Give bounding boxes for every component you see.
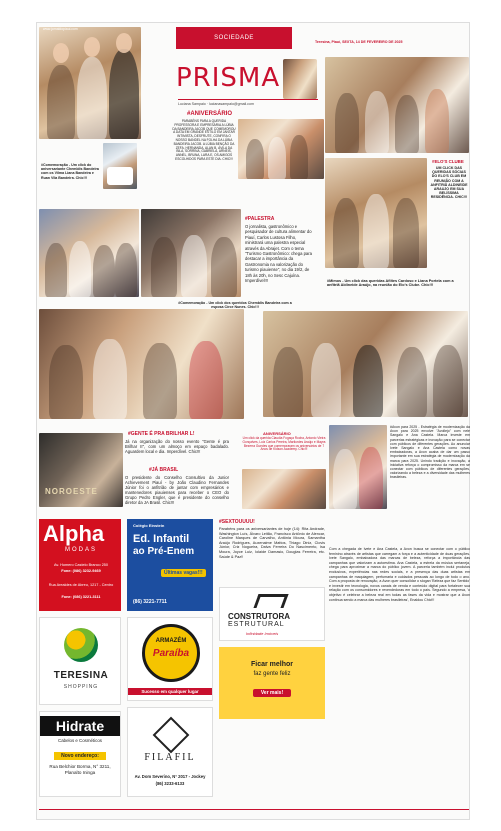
armazem-sub: Paraíba: [152, 648, 190, 659]
ad-alpha-modas[interactable]: [39, 519, 121, 611]
ja-text: O presidente do Conselho Consultivo da Junior Achievement Piauí - by João Claudino Fernandes Júnior foi o anfitrião de jantar com empresários e mantenedores piauienses para receber o CEO do Grupo Pedro Engler, que é presidente do conselho diretor da JA Brasil. Chic!!!: [125, 475, 229, 505]
teresina-sub: SHOPPING: [63, 684, 99, 690]
armazem-footer: Sucesso em qualquer lugar: [128, 688, 212, 695]
alpha-phone-1: Fone: (086) 3232-9469: [61, 569, 101, 573]
photo-palestra-left: [39, 209, 139, 297]
section-header: [176, 27, 292, 49]
construtora-logo-icon: [253, 594, 288, 608]
ad-construtora[interactable]: [219, 587, 325, 641]
photo-aniversario-2: [242, 469, 326, 509]
elos-text: UM CLICK DAS QUERIDAS SÓCIAS DO ELO'S CLUB EM REUNIÃO COM A ANFITRIÃ ALDINEIDE ARAUJO EM SUA BELÍSSIMA RESIDÊNCIA. CHIC!!!: [430, 166, 468, 200]
construtora-tag: Infinidade Imóveis: [246, 631, 279, 636]
hidrate-address: Rua Belchior Borma, N° 3211, Planalto Ininga: [49, 764, 111, 775]
alpha-sub: MODAS: [65, 547, 98, 553]
alpha-address-1: Av. Homero Castelo Branco 250: [53, 563, 109, 567]
site-url: www.jornaldopiaui.com: [43, 27, 78, 31]
photo-party-right: [263, 311, 468, 417]
photo-party-left: [39, 309, 244, 419]
sextouuu-title: #SEXTOUUUU!: [219, 519, 255, 525]
palestra-title: #PALESTRA: [245, 216, 275, 222]
photo-elos-club-2: [325, 158, 427, 268]
aniversario2-text: Um click da querida Claudia Fogaça Rocha, Antonio Vieira Gonçalves, Luiz Carlos Pereira, Marilurdes Araújo e Mayra Bezerra Guedes que comemoraram os aniversários de 7 Anos de Kidson Academy. Chic!!!: [242, 436, 326, 452]
filafil-address: Av. Dom Severino, N° 2017 - Jockey: [134, 774, 206, 779]
rosa-line-3: Ver mais!: [253, 689, 291, 697]
construtora-sub: ESTRUTURAL: [228, 621, 285, 628]
ja-title: #JÁ BRASIL: [149, 467, 179, 473]
sextouuu-text: Parabéns para os aniversariantes de hoje (14): Rita Andrade, Washington Luís, Álvaro Leitão, Francisco Antônio de Alencar, Caroline Marques de Carvalho, Antônia Moura, Samantha Araújo Rodrigues, Auxenaime Mattos, Thiago Diniz, Clovis Júnior, Criz Nogueira, Dalva Ferreira Do Nascimento, Isa Moura, Joyce Luiz, Iolaide Damasio, Douglas Ferreira, etc. Saúde & Paz!!: [219, 527, 325, 559]
avon-text-2: Com a chegada de Ivete e Ana Castela, a Avon busca se conectar com o público feminino através de artistas que carregam a força e a autenticidade de duas gerações. Ivete Sangalo, embaixadora das marcas de beleza, reforça a importância das campanhas que valorizam a autoestima. Ana Castela, a estrela da música sertaneja, chega para aproximar a marca do público jovem. A parceria também inclui produtos exclusivos, experiências nas redes sociais, e a presença das duas artistas em campanhas de maquiagem, perfumaria e cuidados pessoais ao longo de todo o ano. Com a proposta de renovação, a Avon quer consolidar o slogan 'Beleza que faz Sentido' e investir em tecnologia, novos canais de venda e conteúdo digital para fortalecer sua relação com os consumidores e revendedoras em todo o país. Segundo a empresa, 'o objetivo é celebrar a beleza real em todas as fases da vida e mostrar que a Avon continua sendo a marca das mulheres brasileiras', Enaldou Chic!!!: [329, 547, 470, 602]
column-title: PRISMA: [176, 63, 281, 93]
photo-cake: [103, 143, 137, 189]
aniversario-text: PARABÉNS PARA A QUERIDA PROFESSORA E EMPRESÁRIA A LÚBIA DA BANDEIRA JACOB QUE COMEMOROU A DATA EM GRANDE ESTILO EM JANTAR INTIMISTA, DESFRUTE, CONFIRA O NOSSO BANDEL NA FOLHA DA LÚBIA BANDEIRA JACOB. A LÚBIA BENÇÃO DA ZEFA, HERNANDA, ALAN B, ÁVILA DA BILA, SORRINA, GABRIELA, ARNEIS, ANNEL, BRUNA, LARA E, OS AMIGOS ESCOLHIDOS PARA ESTE DIA. CHIC!!!: [172, 119, 236, 161]
aniversario-title: #ANIVERSÁRIO: [187, 111, 233, 117]
filafil-phone: (86) 3233-6133: [155, 781, 185, 786]
rosa-line-2: faz gente feliz: [253, 671, 291, 677]
photo-aniversariante-group: [39, 27, 141, 139]
palestra-text: O jornalista, gastronômico e pesquisador de cultura alimentar do Piauí, Carlos Lustosa Filho, ministrará uma palestra especial através da Abrajet. Com o tema "Turismo Gastronômico: chega para destacar a importância da Gastronomia na valorização do turismo piauiense", no dia 19/2, de 18h às 20h, no Sesc Cajuína. Imperdível!!!: [245, 224, 312, 284]
filafil-name: FILAFIL: [144, 752, 196, 763]
filafil-logo-icon: [153, 717, 190, 754]
hidrate-sub: Cabelos e Cosméticos: [58, 738, 102, 743]
ad-teresina-shopping[interactable]: [39, 617, 121, 705]
caption-comemoracao-2: #Comemoração - Um click dos queridos Chemblis Bandeira com a esposa Círce Nunes. Chic!!!: [178, 301, 292, 310]
teresina-logo-icon: [64, 628, 98, 662]
avon-text: #Avon para 2025 - Estratégia de modernização da Avon para 2025 envolve "Avollejo" com nele Sangalo e Ana Castela. Marca investe em parcerias estratégicas e inovação para se conectar com públicos de diferentes gerações. Ao anunciar Ivete Sangalo e Ana Castela como novas embaixadoras, a Avon acaba de dar um passo importante em sua estratégia de modernização da marca para 2025. Unindo tradição e inovação, a iniciativa reforça o compromisso da marca em se conectar com públicos de diferentes gerações, valorizando a beleza e a diversidade das mulheres brasileiras.: [390, 425, 470, 480]
elos-title: #ELO'S CLUBE: [432, 159, 464, 164]
column-byline: Luciana Sampaio · lucianasampaio@gmail.com: [178, 99, 318, 106]
photo-aniversario: [238, 119, 324, 179]
ad-filafil[interactable]: [127, 707, 213, 797]
hidrate-badge: Novo endereço:: [54, 752, 106, 760]
footer-rule: [39, 809, 469, 810]
noroeste-label: NOROESTE: [45, 487, 98, 496]
newspaper-sheet: [36, 22, 470, 820]
photo-avon: [329, 425, 387, 509]
section-label: SOCIEDADE: [214, 35, 254, 41]
edition-date: Teresina, Piauí, SEXTA, 14 DE FEVEREIRO DE 2025: [315, 40, 403, 44]
caption-comemoracao-1: #Comemoração - Um click do aniversariante Chemblis Bandeira com os Vilma Liana Bandeira e Ruan Vila Bandeira. Chic!!!: [41, 163, 99, 180]
colegio-brand: Colégio Einstein: [133, 523, 165, 528]
gente-title: #GENTE É PRA BRILHAR L!: [128, 431, 195, 437]
construtora-name: CONSTRUTORA: [228, 612, 291, 621]
ad-hidrate[interactable]: [39, 711, 121, 797]
colegio-line-2: ao Pré-Enem: [133, 546, 195, 557]
photo-elos-club-group: [325, 57, 469, 153]
hidrate-name: Hidrate: [40, 716, 120, 736]
alpha-address-2: Rua Arealdes de Abreu, 1217 - Centro: [48, 583, 114, 587]
ad-rosa-promo[interactable]: [219, 647, 325, 719]
alpha-phone-2: Fone: (086) 3221-3111: [61, 595, 101, 599]
colegio-line-1: Ed. Infantil: [133, 533, 190, 545]
aniversario2-title: ANIVERSÁRIO: [263, 431, 291, 436]
teresina-name: TERESINA: [53, 670, 109, 681]
alpha-logo: Alpha: [43, 521, 105, 546]
gente-text: Já na organização do nosso evento "Gente é pra Brilhar II", com um almoço em espaço badalado. Aguardem local e dia. Imperdível. Chic!!!: [125, 439, 229, 454]
ad-armazem-paraiba[interactable]: [127, 617, 213, 701]
colegio-line-3: Últimas vagas!!!: [161, 569, 206, 577]
photo-palestra-center: [141, 209, 241, 297]
rosa-line-1: Ficar melhor: [250, 661, 293, 668]
armazem-name: ARMAZÉM: [155, 638, 187, 644]
columnist-photo: [283, 59, 317, 99]
ad-colegio[interactable]: [127, 519, 213, 611]
caption-mimos: #Mimos - Um click das queridas Afiltes Cardoso e Liana Portela com a anfitriã Aldineide Araújo, na reunião do Elo's Clube. Chic!!!: [327, 279, 454, 288]
photo-noroeste: [39, 433, 123, 507]
colegio-phone: (86) 3221-7711: [133, 599, 167, 605]
